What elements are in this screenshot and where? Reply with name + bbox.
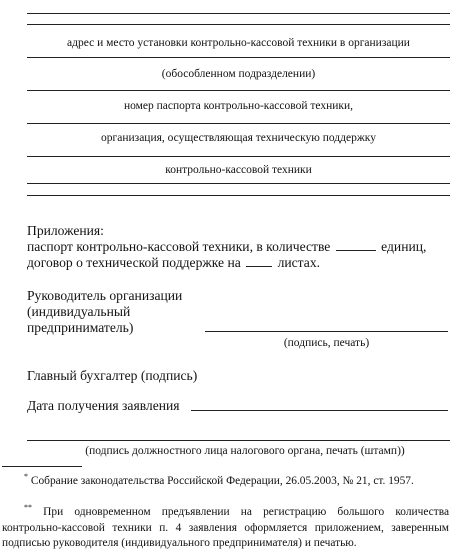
director-label-3: предприниматель) [27,320,134,335]
field-line [27,24,450,25]
official-signature-caption: (подпись должностного лица налогового органа, печать (штамп)) [85,445,405,457]
receipt-date-label: Дата получения заявления [27,398,180,413]
attachments-passport-line [27,239,426,255]
passport-unit: единиц, [381,239,427,254]
official-signature-line[interactable] [27,440,450,441]
contract-unit: листах. [277,255,321,270]
field-caption-passport: номер паспорта контрольно-кассовой техники, [123,100,354,112]
field-line [27,195,450,196]
director-signature-line[interactable] [205,331,448,332]
footnote-1-text: Собрание законодательства Российской Федерации, 26.05.2003, № 21, ст. 1957. [30,475,414,487]
passport-text: паспорт контрольно-кассовой техники, в количестве [27,239,331,254]
field-caption-support-org: организация, осуществляющая техническую поддержку [101,132,376,144]
footnote-separator [2,466,82,467]
field-line [27,13,450,14]
receipt-date-line[interactable] [191,410,448,411]
field-line [27,183,450,184]
field-line [27,123,450,124]
field-line [27,57,450,58]
attachments-heading: Приложения: [27,223,104,238]
field-line [27,90,450,91]
passport-count-blank[interactable] [336,239,376,251]
footnote-1 [2,474,449,490]
contract-text: договор о технической поддержке на [27,255,241,270]
field-line [27,156,450,157]
director-signature-caption: (подпись, печать) [283,337,370,349]
director-label-1: Руководитель организации [27,288,183,303]
footnote-2-text: При одновременном предъявлении на регистрацию большого количества контрольно-кассовой техники п. 4 заявления оформляется приложением, заверенным подписью руководителя (индивидуального предпринимателя) и печатью. [2,506,449,549]
attachments-contract-line [27,255,320,271]
accountant-label: Главный бухгалтер (подпись) [27,368,198,383]
field-caption-kkt: контрольно-кассовой техники [165,164,312,176]
footnote-2 [2,505,449,552]
field-caption-subdivision: (обособленном подразделении) [161,68,316,80]
director-label-2: (индивидуальный [27,304,131,319]
field-caption-address: адрес и место установки контрольно-кассовой техники в организации [67,37,410,49]
footnote-2-mark: ** [24,503,32,513]
footnote-1-mark: * [24,472,28,482]
contract-pages-blank[interactable] [246,255,272,267]
